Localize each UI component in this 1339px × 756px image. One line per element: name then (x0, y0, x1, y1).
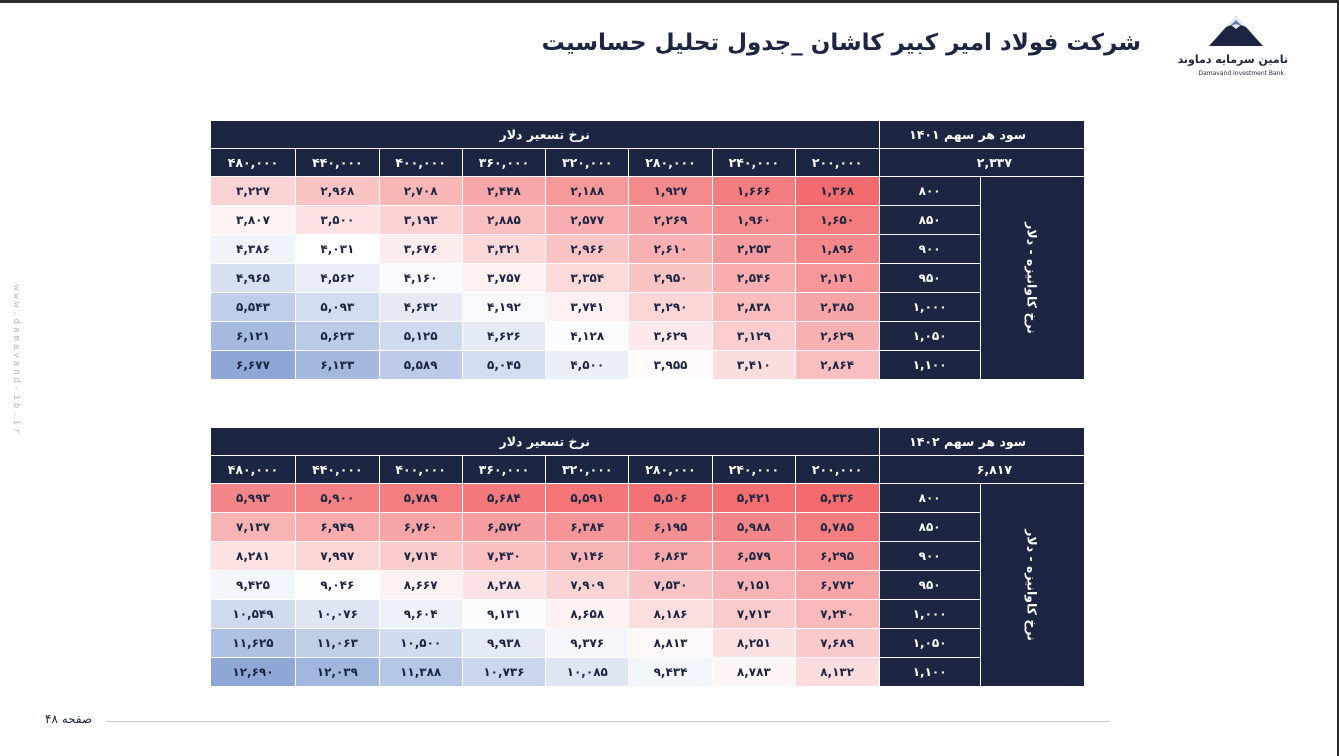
table-row (211, 206, 1085, 235)
value-cell: ۴,۶۲۶ (462, 322, 546, 351)
value-cell: ۷,۴۳۰ (462, 542, 546, 571)
value-cell: ۱۰,۵۴۹ (211, 600, 296, 629)
value-cell: ۳,۲۲۷ (211, 177, 296, 206)
value-cell: ۳,۴۱۰ (712, 351, 795, 380)
col-label: ۳۶۰,۰۰۰ (462, 149, 546, 177)
value-cell: ۵,۹۰۰ (295, 484, 379, 513)
col-label: ۲۴۰,۰۰۰ (712, 456, 795, 484)
value-cell: ۶,۶۷۷ (211, 351, 296, 380)
value-cell: ۱,۸۹۶ (795, 235, 879, 264)
value-cell: ۸,۶۵۸ (546, 600, 629, 629)
value-cell: ۱۱,۳۸۸ (379, 658, 462, 687)
row-label: ۹۰۰ (879, 235, 980, 264)
value-cell: ۲,۹۵۰ (629, 264, 713, 293)
sensitivity-table-1402 (210, 427, 1085, 687)
value-cell: ۴,۰۳۱ (295, 235, 379, 264)
value-cell: ۲,۲۵۳ (712, 235, 795, 264)
col-label: ۴۴۰,۰۰۰ (295, 149, 379, 177)
value-cell: ۸,۶۶۷ (379, 571, 462, 600)
col-label: ۲۸۰,۰۰۰ (629, 456, 713, 484)
value-cell: ۱,۳۶۸ (795, 177, 879, 206)
col-label: ۴۸۰,۰۰۰ (211, 149, 296, 177)
value-cell: ۶,۷۷۲ (795, 571, 879, 600)
base-value: ۲,۳۳۷ (879, 149, 1084, 177)
value-cell: ۸,۸۱۳ (629, 629, 713, 658)
value-cell: ۳,۵۰۰ (295, 206, 379, 235)
value-cell: ۱,۹۲۷ (629, 177, 713, 206)
row-axis-title-text: نرخ کاوانیزه - دلار (1024, 222, 1040, 334)
value-cell: ۷,۷۱۳ (712, 600, 795, 629)
value-cell: ۹,۶۰۴ (379, 600, 462, 629)
value-cell: ۶,۵۷۹ (712, 542, 795, 571)
col-label: ۴۴۰,۰۰۰ (295, 456, 379, 484)
row-axis-title (980, 177, 1084, 380)
value-cell: ۱۱,۰۶۳ (295, 629, 379, 658)
value-cell: ۵,۱۲۵ (379, 322, 462, 351)
value-cell: ۸,۷۸۳ (712, 658, 795, 687)
footer-divider (106, 721, 1110, 722)
value-cell: ۵,۵۰۶ (629, 484, 713, 513)
value-cell: ۶,۸۶۳ (629, 542, 713, 571)
value-cell: ۳,۶۷۶ (379, 235, 462, 264)
row-axis-title (980, 484, 1084, 687)
value-cell: ۴,۱۹۲ (462, 293, 546, 322)
value-cell: ۲,۳۸۵ (795, 293, 879, 322)
value-cell: ۴,۹۶۵ (211, 264, 296, 293)
table-row (211, 322, 1085, 351)
value-cell: ۲,۸۶۴ (795, 351, 879, 380)
value-cell: ۷,۱۵۱ (712, 571, 795, 600)
value-cell: ۴,۵۰۰ (546, 351, 629, 380)
value-cell: ۱۲,۶۹۰ (211, 658, 296, 687)
value-cell: ۳,۱۹۳ (379, 206, 462, 235)
value-cell: ۵,۰۴۵ (462, 351, 546, 380)
value-cell: ۶,۵۷۲ (462, 513, 546, 542)
page-number: صفحه ۴۸ (45, 712, 93, 726)
value-cell: ۷,۲۴۰ (795, 600, 879, 629)
value-cell: ۱۰,۰۸۵ (546, 658, 629, 687)
value-cell: ۳,۸۰۷ (211, 206, 296, 235)
value-cell: ۸,۲۸۱ (211, 542, 296, 571)
row-label: ۱,۱۰۰ (879, 658, 980, 687)
col-label: ۳۲۰,۰۰۰ (546, 456, 629, 484)
value-cell: ۲,۱۴۱ (795, 264, 879, 293)
value-cell: ۲,۶۲۹ (795, 322, 879, 351)
value-cell: ۳,۲۹۰ (629, 293, 713, 322)
value-cell: ۹,۱۳۱ (462, 600, 546, 629)
value-cell: ۳,۳۲۱ (462, 235, 546, 264)
value-cell: ۶,۹۴۹ (295, 513, 379, 542)
col-axis-title: نرخ تسعیر دلار (211, 428, 880, 456)
value-cell: ۲,۹۶۶ (546, 235, 629, 264)
table-row (211, 542, 1085, 571)
value-cell: ۷,۱۴۶ (546, 542, 629, 571)
value-cell: ۱,۹۶۰ (712, 206, 795, 235)
value-cell: ۹,۴۲۵ (211, 571, 296, 600)
value-cell: ۵,۵۸۹ (379, 351, 462, 380)
side-url-text: www.damavand-ib.ir (11, 285, 21, 437)
value-cell: ۷,۹۰۹ (546, 571, 629, 600)
value-cell: ۳,۳۵۴ (546, 264, 629, 293)
value-cell: ۲,۶۱۰ (629, 235, 713, 264)
value-cell: ۸,۲۵۱ (712, 629, 795, 658)
table-row (211, 293, 1085, 322)
col-label: ۳۶۰,۰۰۰ (462, 456, 546, 484)
table-title: سود هر سهم ۱۴۰۱ (879, 121, 1084, 149)
value-cell: ۵,۵۴۳ (211, 293, 296, 322)
value-cell: ۴,۱۲۸ (546, 322, 629, 351)
value-cell: ۳,۷۴۱ (546, 293, 629, 322)
table-row (211, 351, 1085, 380)
value-cell: ۵,۶۸۴ (462, 484, 546, 513)
value-cell: ۳,۱۲۹ (712, 322, 795, 351)
value-cell: ۷,۹۹۷ (295, 542, 379, 571)
value-cell: ۱۰,۵۰۰ (379, 629, 462, 658)
value-cell: ۱۲,۰۳۹ (295, 658, 379, 687)
col-label: ۴۰۰,۰۰۰ (379, 149, 462, 177)
value-cell: ۵,۷۸۵ (795, 513, 879, 542)
table-row (211, 658, 1085, 687)
value-cell: ۱۰,۰۷۶ (295, 600, 379, 629)
value-cell: ۶,۱۳۳ (295, 351, 379, 380)
row-axis-title-text: نرخ کاوانیزه - دلار (1024, 529, 1040, 641)
logo-name-en: Damavand Investment Bank (1198, 70, 1284, 77)
col-axis-title: نرخ تسعیر دلار (211, 121, 880, 149)
table-row (211, 484, 1085, 513)
value-cell: ۲,۸۸۵ (462, 206, 546, 235)
value-cell: ۵,۹۹۳ (211, 484, 296, 513)
value-cell: ۲,۴۴۸ (462, 177, 546, 206)
value-cell: ۹,۳۷۶ (546, 629, 629, 658)
value-cell: ۱۰,۷۳۶ (462, 658, 546, 687)
row-label: ۱,۰۰۰ (879, 293, 980, 322)
sensitivity-table-1401 (210, 120, 1085, 380)
table-row (211, 571, 1085, 600)
table-row (211, 600, 1085, 629)
value-cell: ۲,۸۳۸ (712, 293, 795, 322)
value-cell: ۶,۷۶۰ (379, 513, 462, 542)
value-cell: ۶,۳۸۴ (546, 513, 629, 542)
value-cell: ۵,۴۲۱ (712, 484, 795, 513)
value-cell: ۲,۹۶۸ (295, 177, 379, 206)
logo-name-fa: تامین سرمایه دماوند (1177, 53, 1288, 66)
col-label: ۴۸۰,۰۰۰ (211, 456, 296, 484)
row-label: ۱,۱۰۰ (879, 351, 980, 380)
value-cell: ۷,۷۱۴ (379, 542, 462, 571)
row-label: ۸۵۰ (879, 206, 980, 235)
row-label: ۸۰۰ (879, 484, 980, 513)
col-label: ۲۸۰,۰۰۰ (629, 149, 713, 177)
table-row (211, 264, 1085, 293)
value-cell: ۳,۹۵۵ (629, 351, 713, 380)
col-label: ۲۰۰,۰۰۰ (795, 456, 879, 484)
value-cell: ۴,۳۸۶ (211, 235, 296, 264)
row-label: ۸۰۰ (879, 177, 980, 206)
col-label: ۲۰۰,۰۰۰ (795, 149, 879, 177)
mountain-logo-icon (1208, 14, 1264, 48)
value-cell: ۲,۱۸۸ (546, 177, 629, 206)
value-cell: ۵,۳۳۶ (795, 484, 879, 513)
value-cell: ۴,۶۴۲ (379, 293, 462, 322)
top-border (0, 0, 1339, 3)
table-row (211, 513, 1085, 542)
value-cell: ۲,۷۰۸ (379, 177, 462, 206)
value-cell: ۱۱,۶۲۵ (211, 629, 296, 658)
value-cell: ۲,۵۴۶ (712, 264, 795, 293)
value-cell: ۷,۱۳۷ (211, 513, 296, 542)
value-cell: ۳,۷۵۷ (462, 264, 546, 293)
table-title: سود هر سهم ۱۴۰۲ (879, 428, 1084, 456)
value-cell: ۴,۵۶۲ (295, 264, 379, 293)
company-logo (1178, 14, 1298, 84)
table-row (211, 177, 1085, 206)
value-cell: ۵,۹۸۸ (712, 513, 795, 542)
row-label: ۱,۰۵۰ (879, 629, 980, 658)
value-cell: ۵,۶۲۳ (295, 322, 379, 351)
base-value: ۶,۸۱۷ (879, 456, 1084, 484)
value-cell: ۹,۴۳۴ (629, 658, 713, 687)
value-cell: ۱,۶۶۶ (712, 177, 795, 206)
value-cell: ۹,۹۳۸ (462, 629, 546, 658)
table-row (211, 629, 1085, 658)
value-cell: ۸,۱۸۶ (629, 600, 713, 629)
value-cell: ۸,۲۸۸ (462, 571, 546, 600)
row-label: ۹۵۰ (879, 264, 980, 293)
value-cell: ۴,۱۶۰ (379, 264, 462, 293)
value-cell: ۵,۰۹۳ (295, 293, 379, 322)
side-url (4, 285, 24, 470)
col-label: ۳۲۰,۰۰۰ (546, 149, 629, 177)
table-row (211, 235, 1085, 264)
value-cell: ۵,۷۸۹ (379, 484, 462, 513)
value-cell: ۲,۲۶۹ (629, 206, 713, 235)
value-cell: ۲,۵۷۷ (546, 206, 629, 235)
value-cell: ۹,۰۴۶ (295, 571, 379, 600)
value-cell: ۸,۱۳۲ (795, 658, 879, 687)
value-cell: ۱,۶۵۰ (795, 206, 879, 235)
row-label: ۸۵۰ (879, 513, 980, 542)
col-label: ۴۰۰,۰۰۰ (379, 456, 462, 484)
row-label: ۹۰۰ (879, 542, 980, 571)
value-cell: ۵,۵۹۱ (546, 484, 629, 513)
page-title: شرکت فولاد امیر کبیر کاشان _جدول تحلیل حساسیت (541, 30, 1141, 56)
value-cell: ۶,۲۹۵ (795, 542, 879, 571)
value-cell: ۶,۱۹۵ (629, 513, 713, 542)
row-label: ۱,۰۰۰ (879, 600, 980, 629)
value-cell: ۷,۵۳۰ (629, 571, 713, 600)
row-label: ۱,۰۵۰ (879, 322, 980, 351)
value-cell: ۳,۶۲۹ (629, 322, 713, 351)
value-cell: ۷,۶۸۹ (795, 629, 879, 658)
value-cell: ۶,۱۲۱ (211, 322, 296, 351)
row-label: ۹۵۰ (879, 571, 980, 600)
col-label: ۲۴۰,۰۰۰ (712, 149, 795, 177)
